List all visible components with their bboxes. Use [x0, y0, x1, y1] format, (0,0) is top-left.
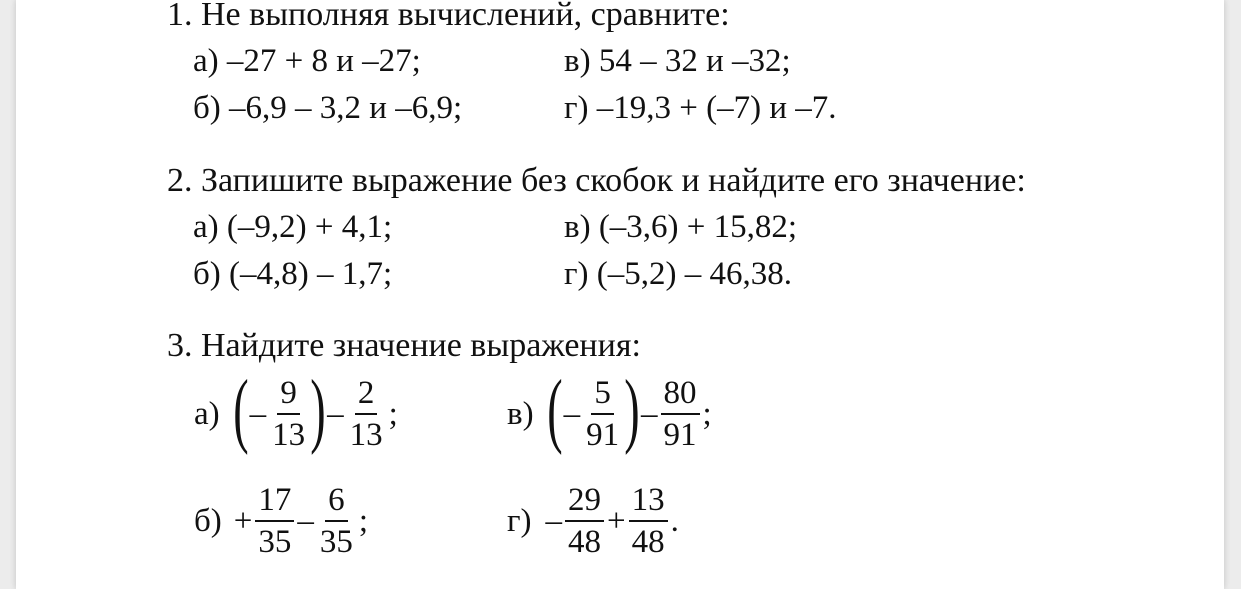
end-punct: ; [702, 396, 712, 432]
end-punct: . [670, 503, 679, 539]
fraction [629, 482, 668, 560]
task2-item-b: б) (–4,8) – 1,7; [193, 256, 393, 292]
fraction [565, 482, 604, 560]
worksheet-page [16, 0, 1224, 589]
item-label: б) [194, 503, 222, 539]
fraction [269, 375, 308, 453]
denominator: 48 [631, 524, 665, 560]
task3-item-a [193, 363, 399, 456]
task1-item-v: в) 54 – 32 и –32; [564, 43, 791, 79]
task1-item-a: а) –27 + 8 и –27; [193, 43, 421, 79]
numerator: 5 [591, 375, 614, 415]
left-paren: ( [546, 363, 563, 456]
numerator: 6 [325, 482, 348, 522]
task3-heading: 3. Найдите значение выражения: [167, 327, 641, 364]
task1-item-g: г) –19,3 + (–7) и –7. [564, 90, 837, 126]
task1-heading: 1. Не выполняя вычислений, сравните: [167, 0, 730, 33]
minus-sign: – [563, 396, 581, 432]
right-paren: ) [624, 363, 640, 456]
minus-sign: – [545, 503, 563, 539]
plus-sign: + [233, 503, 253, 539]
right-paren: ) [310, 363, 326, 456]
denominator: 13 [349, 417, 383, 453]
task1-item-b: б) –6,9 – 3,2 и –6,9; [193, 90, 463, 126]
numerator: 29 [565, 482, 604, 522]
denominator: 91 [663, 417, 697, 453]
numerator: 13 [629, 482, 668, 522]
fraction [661, 375, 700, 453]
task2-item-a: а) (–9,2) + 4,1; [193, 209, 393, 245]
task3-item-g [506, 482, 680, 560]
denominator: 48 [568, 524, 602, 560]
end-punct: ; [388, 396, 398, 432]
numerator: 2 [355, 375, 378, 415]
fraction [583, 375, 622, 453]
minus-sign: – [249, 396, 267, 432]
item-label: а) [194, 396, 220, 432]
task3-item-b [193, 482, 369, 560]
fraction [347, 375, 386, 453]
denominator: 13 [272, 417, 306, 453]
fraction [255, 482, 294, 560]
item-label: в) [507, 396, 534, 432]
numerator: 80 [661, 375, 700, 415]
task2-item-v: в) (–3,6) + 15,82; [564, 209, 798, 245]
denominator: 91 [586, 417, 620, 453]
task2-item-g: г) (–5,2) – 46,38. [564, 256, 793, 292]
plus-sign: + [607, 503, 626, 539]
end-punct: ; [358, 503, 369, 539]
item-label: г) [507, 503, 532, 539]
denominator: 35 [319, 524, 353, 560]
minus-sign: – [641, 396, 658, 432]
task3-item-v [506, 363, 713, 456]
minus-sign: – [297, 503, 314, 539]
fraction [317, 482, 356, 560]
numerator: 9 [277, 375, 300, 415]
left-paren: ( [232, 363, 249, 456]
denominator: 35 [258, 524, 292, 560]
numerator: 17 [255, 482, 294, 522]
task2-heading: 2. Запишите выражение без скобок и найдите его значение: [167, 162, 1026, 199]
minus-sign: – [327, 396, 344, 432]
